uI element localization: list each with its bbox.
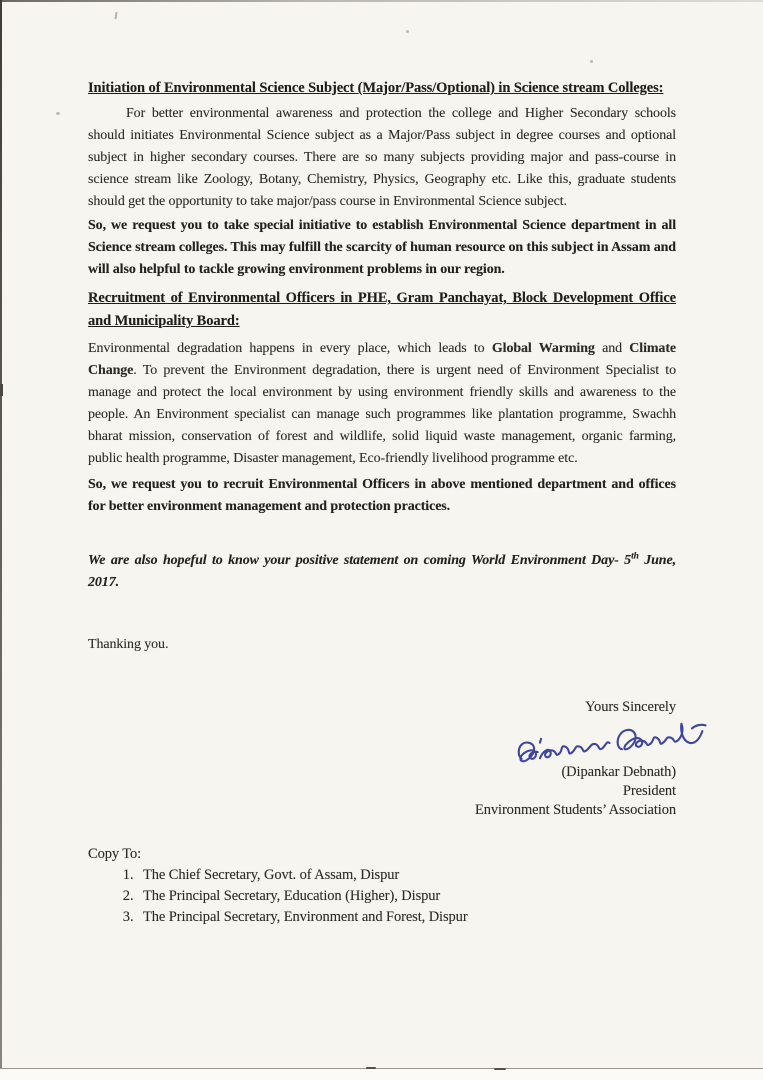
ordinal-superscript: th	[631, 551, 639, 562]
signer-organization: Environment Students’ Association	[474, 802, 676, 818]
scan-speck	[590, 60, 593, 63]
signature-ink-strokes	[502, 709, 721, 772]
paragraph-request-recruit: So, we request you to recruit Environmental Officers in above mentioned department and offices for better environment management and protection practices.	[88, 477, 676, 514]
copy-to-item: 3. The Principal Secretary, Environment and Forest, Dispur	[137, 907, 676, 928]
paragraph-initiation-body: For better environmental awareness and protection the college and Higher Secondary schools should initiates Environmental Science subject as a Major/Pass subject in degree courses and optional subject in higher secondary courses. There are so many subjects providing major and pass-course in science stream like Zoology, Botany, Chemistry, Physics, Geography etc. Like this, graduate students should get the opportunity to take major/pass course in Environmental Science subject.	[88, 106, 676, 209]
paragraph-text: We are also hopeful to know your positive statement on coming World Environment Day- 5	[88, 553, 632, 568]
paragraph-recruitment-body	[88, 338, 676, 470]
copy-to-label: Copy To:	[88, 846, 142, 862]
letter-body	[88, 77, 676, 928]
scan-speck	[406, 30, 409, 33]
salutation: Yours Sincerely	[585, 699, 676, 715]
signer-title: President	[622, 783, 676, 799]
closing-block	[88, 698, 676, 820]
paragraph-environment-day	[88, 550, 676, 594]
scan-dash	[494, 1068, 506, 1070]
scan-speck	[56, 112, 60, 115]
section-heading-initiation: Initiation of Environmental Science Subject (Major/Pass/Optional) in Science stream Colleges:	[88, 80, 664, 96]
bold-global-warming: Global Warming	[491, 341, 595, 356]
copy-to-item: 2. The Principal Secretary, Education (Higher), Dispur	[137, 886, 676, 907]
scan-dash	[366, 1067, 376, 1069]
copy-to-block	[88, 844, 676, 928]
paragraph-text: Environmental degradation happens in every place, which leads to	[88, 341, 492, 356]
paragraph-text: June, 2017.	[88, 553, 676, 590]
copy-to-item: 1. The Chief Secretary, Govt. of Assam, Dispur	[137, 865, 676, 886]
paragraph-text: and	[594, 341, 630, 356]
scan-edge-bottom-paper	[0, 1069, 763, 1080]
signature	[88, 718, 720, 762]
thanking-line: Thanking you.	[88, 637, 169, 652]
scan-edge-left	[0, 0, 2, 1080]
section-heading-recruitment: Recruitment of Environmental Officers in PHE, Gram Panchayat, Block Development Office and Municipality Board:	[88, 290, 676, 329]
paragraph-text: . To prevent the Environment degradation, there is urgent need of Environment Specialist to manage and protect the local environment by using environment friendly skills and awareness to the people. An Environment specialist can manage such programmes like plantation programme, Swachh bharat mission, conservation of forest and wildlife, solid liquid waste management, organic farming, public health programme, Disaster management, Eco-friendly livelihood programme etc.	[88, 363, 676, 466]
paragraph-request-initiative: So, we request you to take special initiative to establish Environmental Science department in all Science stream colleges. This may fulfill the scarcity of human resource on this subject in Assam and will also helpful to tackle growing environment problems in our region.	[88, 218, 676, 277]
copy-to-list	[88, 865, 676, 928]
bold-climate-change: Climate Change	[88, 341, 676, 378]
signer-name: (Dipankar Debnath)	[561, 764, 676, 780]
scan-notch-left	[0, 384, 3, 396]
scan-speck	[115, 12, 118, 19]
scan-edge-top	[0, 0, 763, 2]
